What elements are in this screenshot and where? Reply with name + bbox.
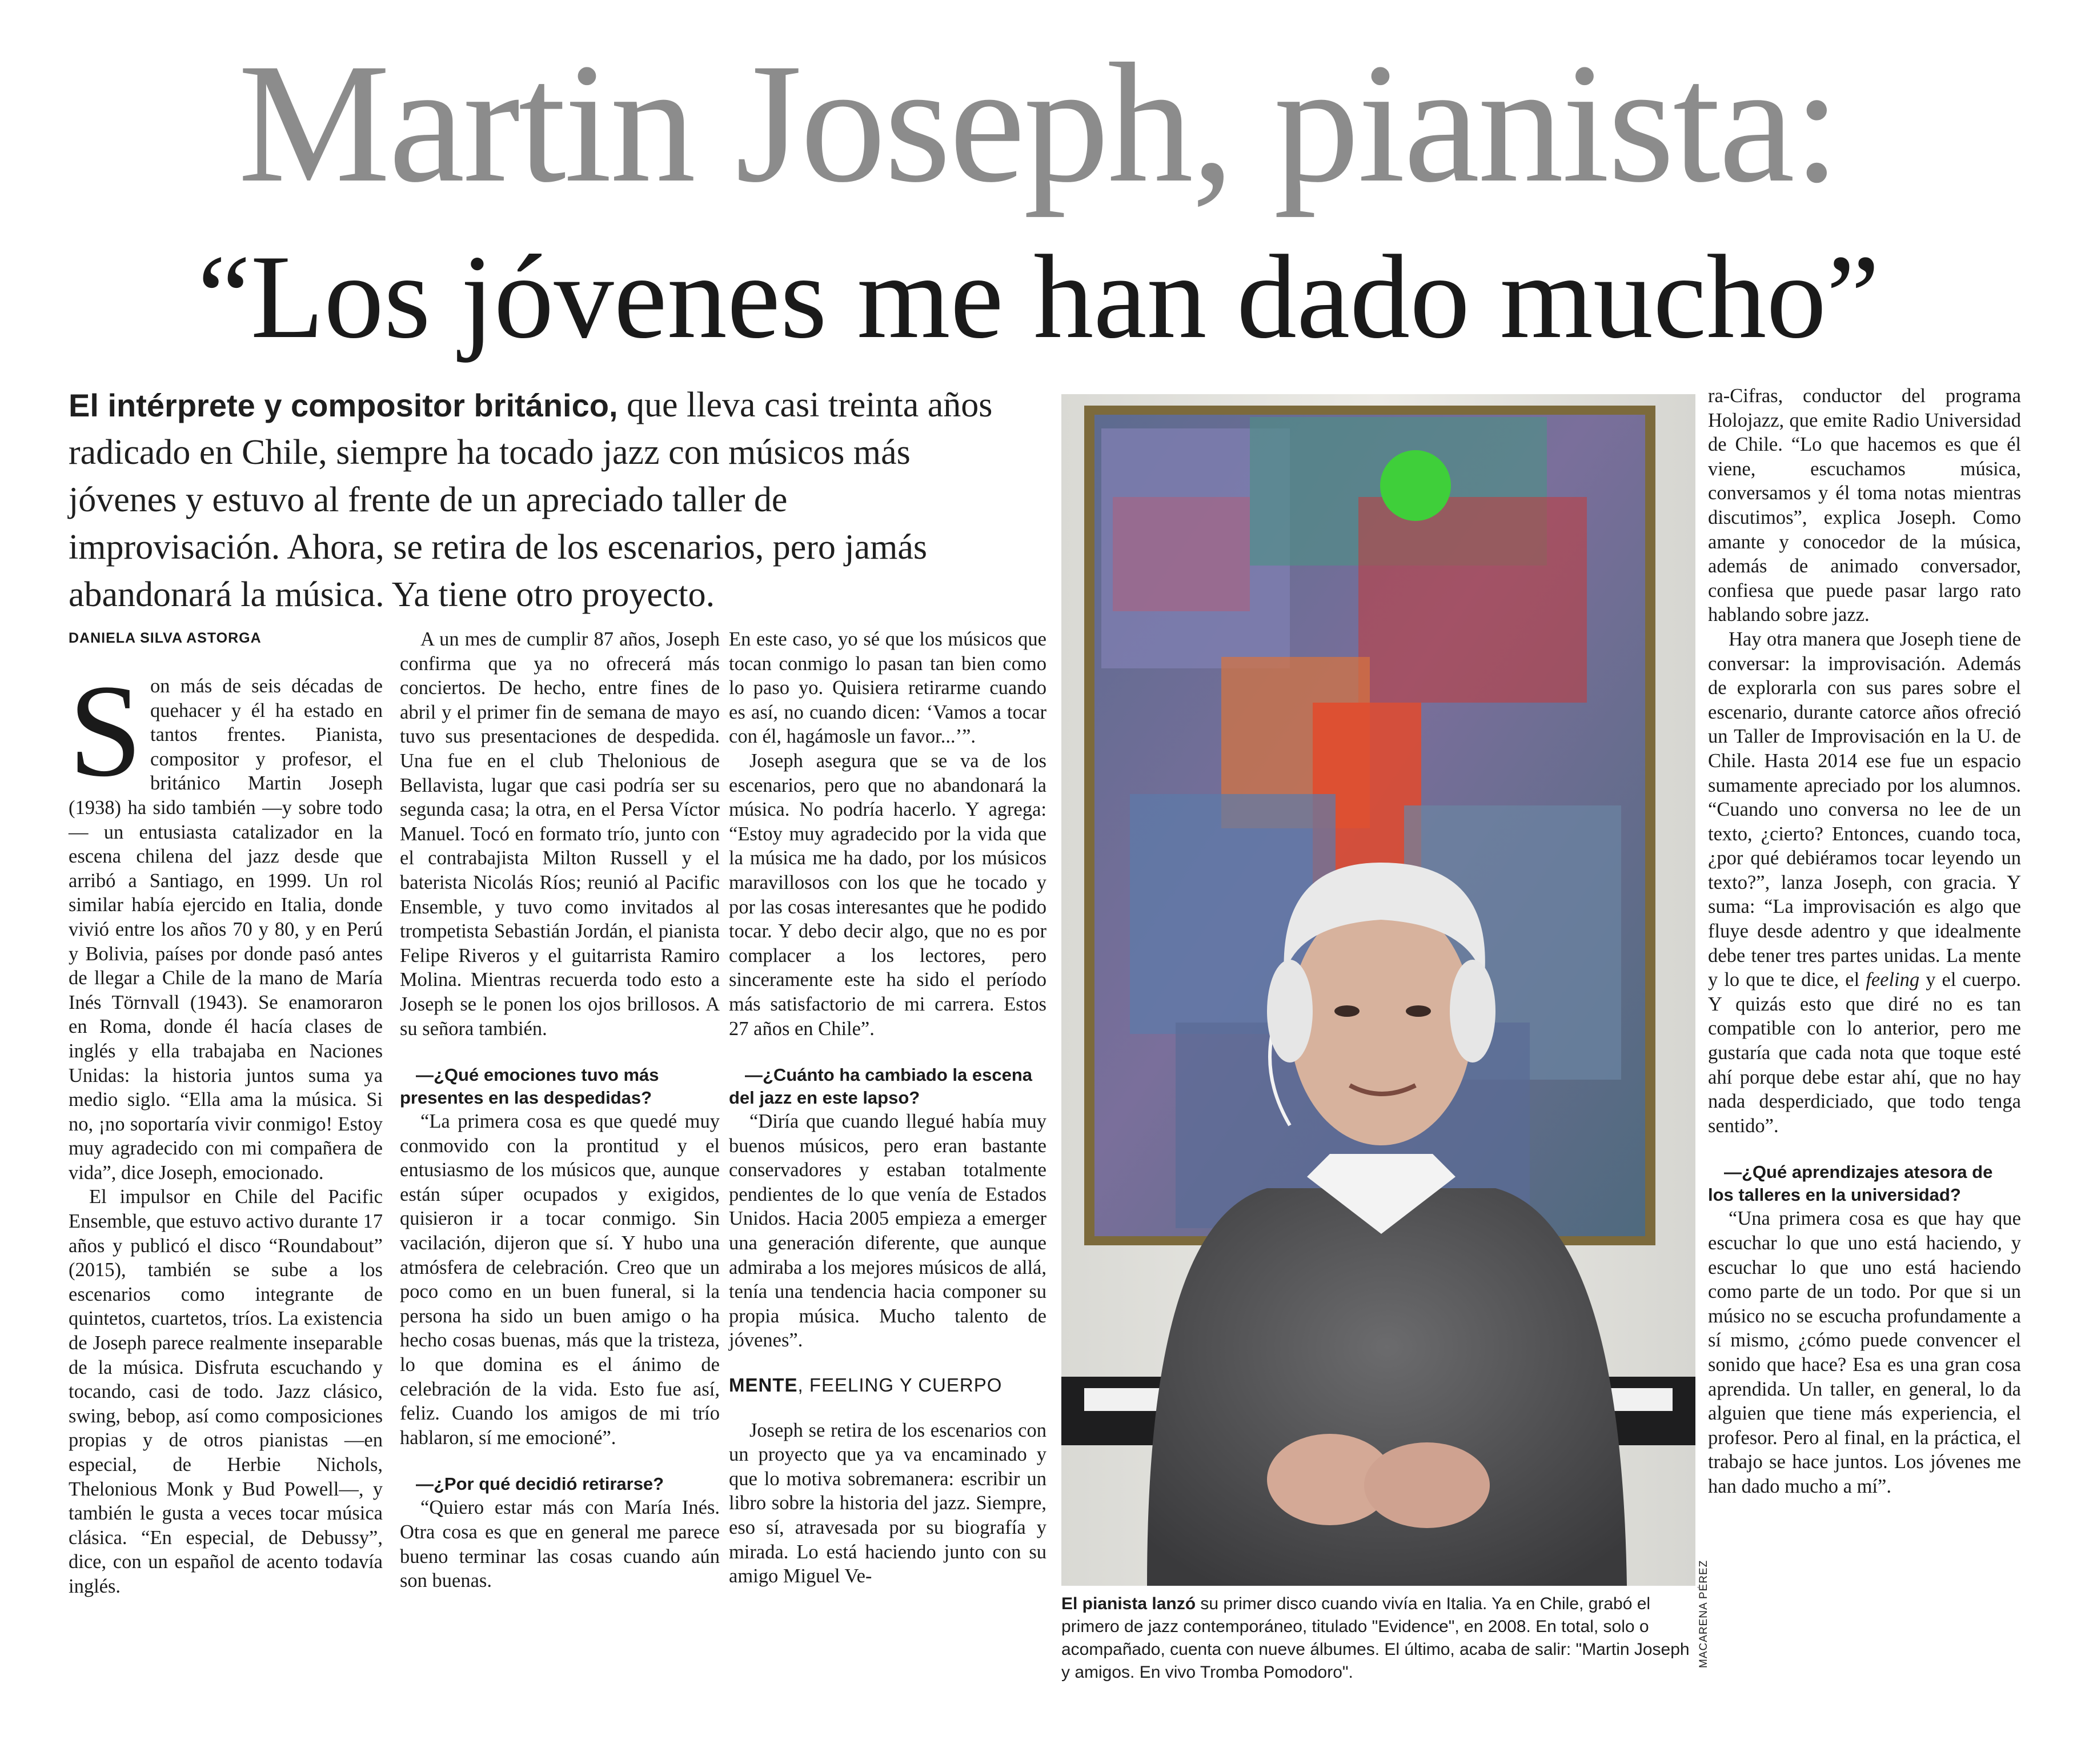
interview-question: —¿Cuánto ha cambiado la escena del jazz en este lapso? [729, 1065, 1033, 1108]
paragraph: Joseph asegura que se va de los escenarios, pero que no abandonará la música. No podría hacerlo. Y agrega: “Estoy muy agradecido por la vida que la música me ha dado, por los músicos maravillosos con los que he tocado y por las cosas interesantes que he podido tocar. Y debo decir algo, que no es por complacer a los lectores, pero sinceramente este ha sido el período más satisfactorio de mi carrera. Estos 27 años en Chile”. [729, 749, 1046, 1040]
headline-quote: “Los jóvenes me han dado mucho” [197, 231, 1880, 363]
subhead-rest: , FEELING Y CUERPO [797, 1374, 1003, 1396]
article-column-4 [1708, 384, 2021, 1499]
deck-text: que lleva casi treinta años radicado en Chile, siempre ha tocado jazz con músicos más jóvenes y estuvo al frente de un apreciado taller de improvisación. Ahora, se retira de los escenarios, pero jamás abandonará la música. Ya tiene otro proyecto. [69, 386, 993, 614]
headline-title: Martin Joseph, pianista: [238, 28, 1839, 218]
paragraph-text-end: y el cuerpo. Y quizás esto que diré no es tan compatible con lo anterior, pero me gustaría que cada nota que toque esté ahí porque debe estar ahí, que no hay nada desperdiciado, que todo tenga sentido”. [1708, 969, 2022, 1137]
paragraph: “Diría que cuando llegué había muy buenos músicos, pero eran bastante conservadores y estaban totalmente pendientes de lo que venía de Estados Unidos. Hacia 2005 empieza a emerger una generación diferente, que aunque admiraba a los mejores músicos de allá, tenía una tendencia hacia componer su propia música. Mucho talento de jóvenes”. [729, 1110, 1046, 1352]
caption-bold-lead: El pianista lanzó [1061, 1594, 1196, 1613]
drop-cap: S [69, 658, 143, 804]
interview-question: —¿Por qué decidió retirarse? [416, 1474, 664, 1494]
emphasis-feeling: feeling [1866, 969, 1920, 991]
article-column-2 [400, 627, 720, 1593]
interview-question: —¿Qué aprendizajes atesora de los talleres en la universidad? [1708, 1162, 1993, 1205]
photo-credit: MACARENA PÉREZ [1698, 1559, 1710, 1668]
caption-text: su primer disco cuando vivía en Italia. Ya en Chile, grabó el primero de jazz contemporáneo, titulado "Evidence", en 2008. En total, solo o acompañado, cuenta con nueve álbumes. El último, acaba de salir: "Martin Joseph y amigos. En vivo Tromba Pomodoro". [1061, 1594, 1690, 1682]
paragraph-text: Hay otra manera que Joseph tiene de conversar: la improvisación. Además de explorarla con sus pares sobre el escenario, durante catorce años ofreció un Taller de Improvisación en la U. de Chile. Hasta 2014 ese fue un espacio sumamente apreciado por los alumnos. “Cuando uno conversa no lee de un texto, ¿cierto? Entonces, cuando toca, ¿por qué debiéramos tocar leyendo un texto?”, lanza Joseph, con gracia. Y suma: “La improvisación es algo que fluye desde adentro y que idealmente debe tener tres partes unidas. La mente y lo que te dice, el [1708, 628, 2021, 991]
paragraph-text: on más de seis décadas de quehacer y él ha estado en tantos frentes. Pianista, compositor y profesor, el británico Martin Joseph (1938) ha sido también —y sobre todo— un entusiasta catalizador en la escena chilena del jazz desde que arribó a Santiago, en 1999. Un rol similar había ejercido en Italia, donde vivió entre los años 70 y 80, y en Perú y Bolivia, países por donde pasó antes de llegar a Chile de la mano de María Inés Törnvall (1943). Se enamoraron en Roma, donde él hacía clases de inglés y ella trabajaba en Naciones Unidas: la historia juntos suma ya medio siglo. “Ella ama la música. Si no, ¡no soportaría vivir conmigo! Estoy muy agradecido con mi compañera de vida”, dice Joseph, emocionado. [69, 675, 383, 1184]
article-column-3 [729, 627, 1046, 1589]
paragraph: A un mes de cumplir 87 años, Joseph confirma que ya no ofrecerá más conciertos. De hecho, entre fines de abril y el primer fin de semana de mayo tuvo sus presentaciones de despedida. Una fue en el club Thelonious de Bellavista, lugar que casi podría ser su segunda casa; la otra, en el Persa Víctor Manuel. Tocó en formato trío, junto con el contrabajista Milton Russell y el baterista Nicolás Ríos; reunió al Pacific Ensemble, y tuvo como invitados al trompetista Sebastián Jordán, el pianista Felipe Riveros y el guitarrista Ramiro Molina. Mientras recuerda todo esto a Joseph se le ponen los ojos brillosos. A su señora también. [400, 628, 720, 1040]
photo-illustration [1061, 394, 1695, 1586]
article-column-1 [69, 658, 383, 1599]
paragraph: El impulsor en Chile del Pacific Ensemble, que estuvo activo durante 17 años y publicó el disco “Roundabout” (2015), también se sube a los escenarios como integrante de quintetos, cuartetos, tríos. La existencia de Joseph parece realmente inseparable de la música. Disfruta escuchando y tocando, casi de todo. Jazz clásico, swing, bebop, así como composiciones propias y de otros pianistas —en especial, de Herbie Nichols, Thelonious Monk y Bud Powell—, y también le gusta a veces tocar música clásica. “En especial, de Debussy”, dice, con un español de acento todavía inglés. [69, 1186, 383, 1597]
subhead-bold: MENTE [729, 1374, 798, 1396]
deck-bold-lead: El intérprete y compositor británico, [69, 387, 618, 423]
interview-question: —¿Qué emociones tuvo más presentes en las despedidas? [400, 1065, 659, 1108]
paragraph: En este caso, yo sé que los músicos que tocan conmigo lo pasan tan bien como lo paso yo. Quisiera retirarme cuando es así, no cuando dicen: ‘Vamos a tocar con él, hagámosle un favor...’”. [729, 628, 1046, 748]
section-subhead [729, 1373, 1046, 1398]
paragraph: “Una primera cosa es que hay que escuchar lo que uno está haciendo, y escuchar lo que uno está haciendo como parte de un todo. Por que si un músico no se escucha profundamente a sí mismo, ¿cómo puede convencer el sonido que hace? Esa es una gran cosa aprendida. Un taller, en general, lo da alguien que tiene más experiencia, el profesor. Pero al final, en la práctica, el trabajo se hace juntos. Los jóvenes me han dado mucho a mí”. [1708, 1208, 2021, 1497]
paragraph [69, 658, 383, 1185]
paragraph: “La primera cosa es que quedé muy conmovido con la prontitud y el entusiasmo de los músicos que, aunque están súper ocupados y exigidos, quisieron ir a tocar conmigo. Sin vacilación, dijeron que sí. Y hubo una atmósfera de celebración. Creo que un poco como en un buen funeral, si la persona ha sido un buen amigo o ha hecho cosas buenas, más que la tristeza, lo que domina es el ánimo de celebración de la vida. Esto fue así, feliz. Cuando los amigos de mi trío hablaron, sí me emocioné”. [400, 1110, 720, 1449]
photo-caption [1061, 1593, 1695, 1684]
portrait-photo [1061, 394, 1695, 1586]
paragraph [1708, 627, 2021, 1138]
byline: DANIELA SILVA ASTORGA [69, 630, 262, 646]
article-deck [69, 382, 1005, 619]
paragraph: ra-Cifras, conductor del programa Holojazz, que emite Radio Universidad de Chile. “Lo que hacemos es que él viene, escuchamos música, conversamos y él toma notas mientras discutimos”, explica Joseph. Como amante y conocedor de la música, además de animado conversador, confiesa que puede pasar largo rato hablando sobre jazz. [1708, 385, 2021, 626]
paragraph: “Quiero estar más con María Inés. Otra cosa es que en general me parece bueno terminar las cosas cuando aún son buenas. [400, 1497, 720, 1592]
paragraph: Joseph se retira de los escenarios con un proyecto que ya va encaminado y que lo motiva sobremanera: escribir un libro sobre la historia del jazz. Siempre, eso sí, atravesada por su biografía y mirada. Lo está haciendo junto con su amigo Miguel Ve- [729, 1419, 1046, 1587]
